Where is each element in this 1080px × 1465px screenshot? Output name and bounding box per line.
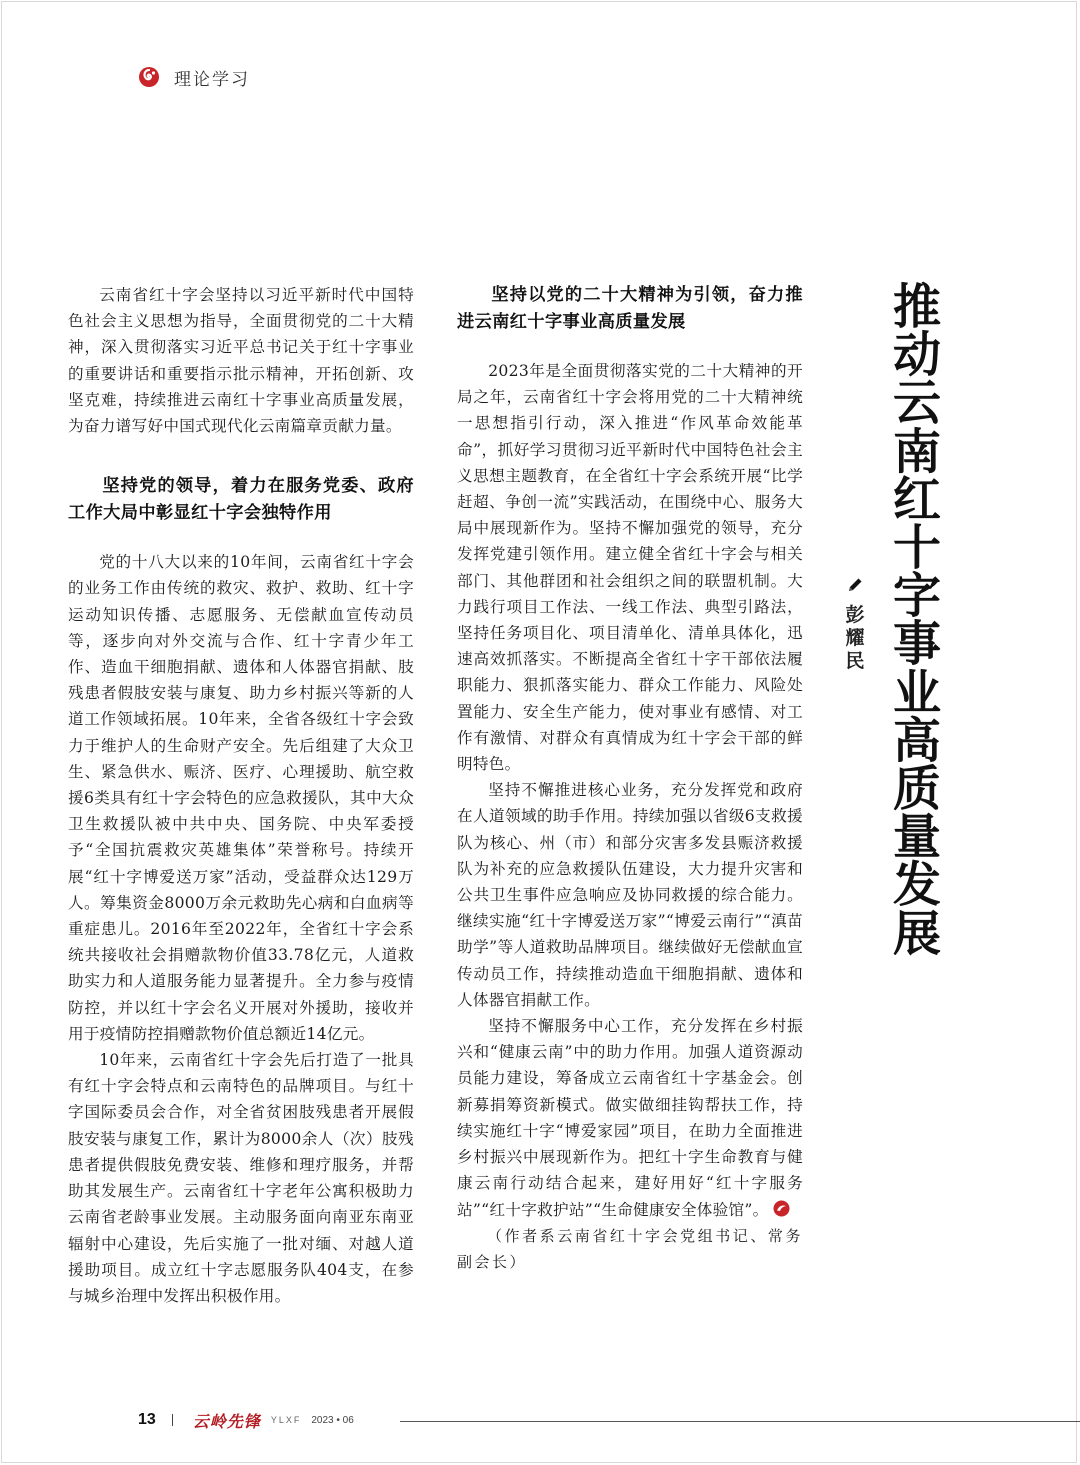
intro-paragraph: 云南省红十字会坚持以习近平新时代中国特色社会主义思想为指导，全面贯彻党的二十大精神，深入贯彻落实习近平总书记关于红十字事业的重要讲话和重要指示批示精神，开拓创新、攻坚克难，持续推进云南红十字事业高质量发展，为奋力谱写好中国式现代化云南篇章贡献力量。 bbox=[68, 286, 414, 436]
body-paragraph-text: 坚持不懈服务中心工作，充分发挥在乡村振兴和“健康云南”中的助力作用。加强人道资源动员能力建设，筹备成立云南省红十字基金会。创新募捐筹资新模式。做实做细挂钩帮扶工作，持续实施红十字“博爱家园”项目，在助力全面推进乡村振兴中展现新作为。把红十字生命教育与健康云南行动结合起来，建好用好“红十字服务站”“红十字救护站”“生命健康安全体验馆”。 bbox=[457, 1017, 803, 1219]
article-column-2 bbox=[457, 282, 803, 1275]
article-title: 推动云南红十字事业高质量发展 bbox=[892, 279, 941, 962]
body-paragraph-last bbox=[457, 1013, 803, 1223]
body-paragraph: 2023年是全面贯彻落实党的二十大精神的开局之年，云南省红十字会将用党的二十大精神统一思想指引行动，深入推进“作风革命效能革命”，抓好学习贯彻习近平新时代中国特色社会主义思想主题教育，在全省红十字会系统开展“比学赶超、争创一流”实践活动，在围绕中心、服务大局中展现新作为。坚持不懈加强党的领导，充分发挥党建引领作用。建立健全省红十字会与相关部门、其他群团和社会组织之间的联盟机制。大力践行项目工作法、一线工作法、典型引路法，坚持任务项目化、项目清单化、清单具体化，迅速高效抓落实。不断提高全省红十字干部依法履职能力、狠抓落实能力、群众工作能力、风险处置能力、安全生产能力，使对事业有感情、对工作有激情、对群众有真情成为红十字会干部的鲜明特色。 bbox=[457, 362, 803, 774]
author-name: 彭耀民 bbox=[845, 604, 865, 672]
article-column-1 bbox=[68, 282, 414, 1309]
red-swirl-icon bbox=[138, 66, 160, 88]
section-label: 理论学习 bbox=[174, 69, 250, 90]
red-end-mark-icon bbox=[773, 1200, 790, 1217]
section-header bbox=[138, 64, 250, 90]
footer-rule bbox=[400, 1421, 1080, 1422]
author-note: （作者系云南省红十字会党组书记、常务副会长） bbox=[457, 1226, 803, 1271]
page-number: 13 bbox=[138, 1411, 156, 1428]
body-paragraph: 坚持不懈推进核心业务，充分发挥党和政府在人道领域的助手作用。持续加强以省级6支救援队为核心、州（市）和部分灾害多发县赈济救援队为补充的应急救援队伍建设，大力提升灾害和公共卫生事件应急响应及协同救援的综合能力。继续实施“红十字博爱送万家”“博爱云南行”“滇苗助学”等人道救助品牌项目。继续做好无偿献血宣传动员工作，持续推动造血干细胞捐献、遗体和人体器官捐献工作。 bbox=[457, 781, 803, 1009]
body-paragraph: 党的十八大以来的10年间，云南省红十字会的业务工作由传统的救灾、救护、救助、红十字运动知识传播、志愿服务、无偿献血宣传动员等，逐步向对外交流与合作、红十字青少年工作、造血干细胞捐献、遗体和人体器官捐献、肢残患者假肢安装与康复、助力乡村振兴等新的人道工作领域拓展。10年来，全省各级红十字会致力于维护人的生命财产安全。先后组建了大众卫生、紧急供水、赈济、医疗、心理援助、航空救援6类具有红十字会特色的应急救援队，其中大众卫生救援队被中共中央、国务院、中央军委授予“全国抗震救灾英雄集体”荣誉称号。持续开展“红十字博爱送万家”活动，受益群众达129万人。筹集资金8000万余元救助先心病和白血病等重症患儿。2016年至2022年，全省红十字会系统共接收社会捐赠款物价值33.78亿元，人道救助实力和人道服务能力显著提升。全力参与疫情防控，并以红十字会名义开展对外援助，接收并用于疫情防控捐赠款物价值总额近14亿元。 bbox=[68, 553, 414, 1043]
pen-icon bbox=[846, 576, 864, 594]
issue-number: 2023 • 06 bbox=[311, 1414, 354, 1426]
section-heading-1: 坚持党的领导，着力在服务党委、政府工作大局中彰显红十字会独特作用 bbox=[68, 476, 414, 523]
footer-separator bbox=[172, 1414, 173, 1426]
section-heading-2: 坚持以党的二十大精神为引领，奋力推进云南红十字事业高质量发展 bbox=[457, 285, 803, 332]
byline bbox=[842, 576, 868, 673]
page-footer bbox=[138, 1409, 1080, 1431]
magazine-abbr: YLXF bbox=[270, 1415, 302, 1425]
body-paragraph: 10年来，云南省红十字会先后打造了一批具有红十字会特点和云南特色的品牌项目。与红十字国际委员会合作，对全省贫困肢残患者开展假肢安装与康复工作，累计为8000余人（次）肢残患者提供假肢免费安装、维修和理疗服务，并帮助其发展生产。云南省红十字老年公寓积极助力云南省老龄事业发展。主动服务面向南亚东南亚辐射中心建设，先后实施了一批对缅、对越人道援助项目。成立红十字志愿服务队404支，在参与城乡治理中发挥出积极作用。 bbox=[68, 1051, 414, 1305]
magazine-name: 云岭先锋 bbox=[192, 1411, 261, 1431]
